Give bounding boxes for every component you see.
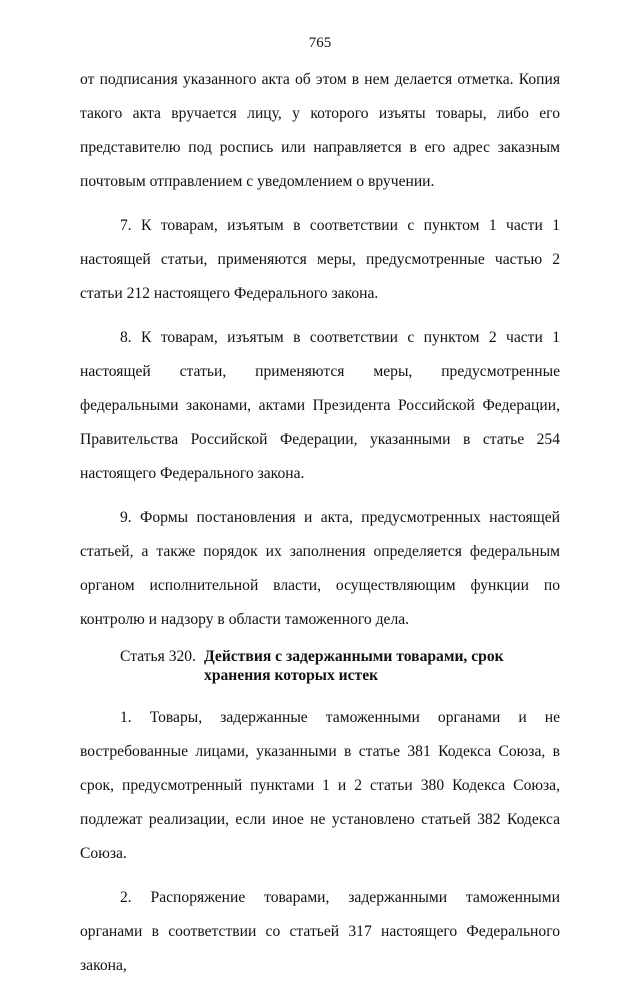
article-number: Статья 320. — [120, 648, 197, 665]
page-number: 765 — [308, 35, 332, 51]
article-paragraph-1: 1. Товары, задержанные таможенными органами и не востребованные лицами, указанными в статье 381 Кодекса Союза, в срок, предусмотренный пунктами 1 и 2 статьи 380 Кодекса Союза, подлежат реализации, если иное не установлено статьей 382 Кодекса Союза. — [80, 709, 560, 862]
article-title: Действия с задержанными товарами, срок хранения которых истек — [204, 648, 504, 684]
paragraph-9: 9. Формы постановления и акта, предусмотренных настоящей статьей, а также порядок их заполнения определяется федеральным органом исполнительной власти, осуществляющим функции по контролю и надзору в области таможенного дела. — [80, 509, 560, 628]
paragraph-8: 8. К товарам, изъятым в соответствии с пунктом 2 части 1 настоящей статьи, применяются меры, предусмотренные федеральными законами, актами Президента Российской Федерации, Правительства Российской Федерации, указанными в статье 254 настоящего Федерального закона. — [80, 329, 560, 482]
document-body — [80, 63, 560, 993]
paragraph-7: 7. К товарам, изъятым в соответствии с пунктом 1 части 1 настоящей статьи, применяются меры, предусмотренные частью 2 статьи 212 настоящего Федерального закона. — [80, 217, 560, 302]
paragraph-continued: от подписания указанного акта об этом в нем делается отметка. Копия такого акта вручается лицу, у которого изъяты товары, либо его представителю под роспись или направляется в его адрес заказным почтовым отправлением с уведомлением о вручении. — [80, 71, 560, 190]
article-paragraph-2: 2. Распоряжение товарами, задержанными таможенными органами в соответствии со статьей 317 настоящего Федерального закона, — [80, 889, 560, 974]
article-heading — [120, 647, 560, 685]
